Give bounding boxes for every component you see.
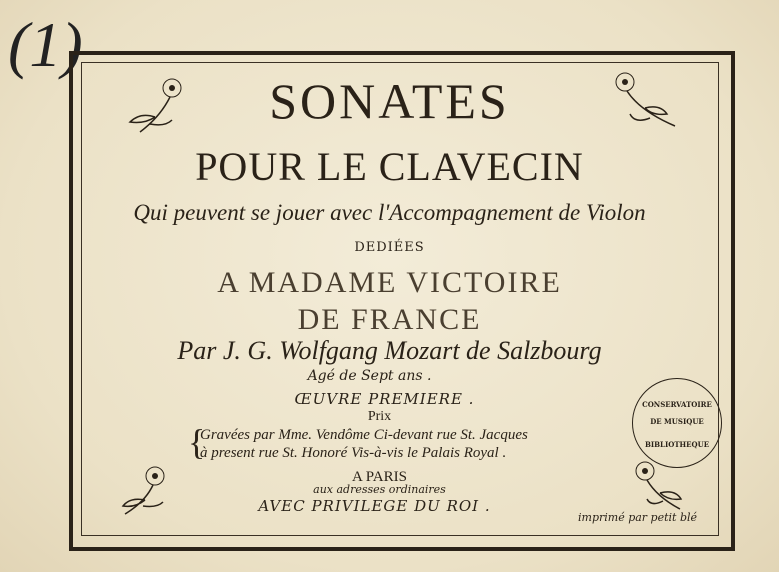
dedicatee-line2: DE FRANCE [297,303,482,336]
brace: { [188,422,206,462]
printer-credit: imprimé par petit blé [578,511,698,524]
dedicatee-line1: A MADAME VICTOIRE [217,266,562,299]
dedication-label: DEDIÉES [354,240,425,255]
price-label: Prix [367,409,392,424]
composer-age: Agé de Sept ans . [307,368,432,384]
royal-privilege: AVEC PRIVILEGE DU ROI . [258,497,491,515]
library-stamp [632,378,722,468]
engraver-info [188,422,528,462]
handwritten-number: (1) [8,9,83,80]
imprint-city: A PARIS [352,469,407,485]
stamp-line3: BIBLIOTHEQUE [644,440,710,449]
engraver-line1: Gravées par Mme. Vendôme Ci-devant rue St. Jacques [200,427,528,443]
opus-number: ŒUVRE PREMIERE . [294,390,475,408]
title-pour-le-clavecin: POUR LE CLAVECIN [195,144,584,189]
stamp-line2: DE MUSIQUE [650,417,704,426]
stamp-line1: CONSERVATOIRE [642,400,712,409]
imprint-addresses: aux adresses ordinaires [313,483,446,496]
subtitle-violon: Qui peuvent se jouer avec l'Accompagnement de Violon [133,200,646,225]
title-sonates: SONATES [269,73,510,129]
engraver-line2: à present rue St. Honoré Vis-à-vis le Palais Royal . [200,445,507,461]
composer: Par J. G. Wolfgang Mozart de Salzbourg [177,336,602,365]
